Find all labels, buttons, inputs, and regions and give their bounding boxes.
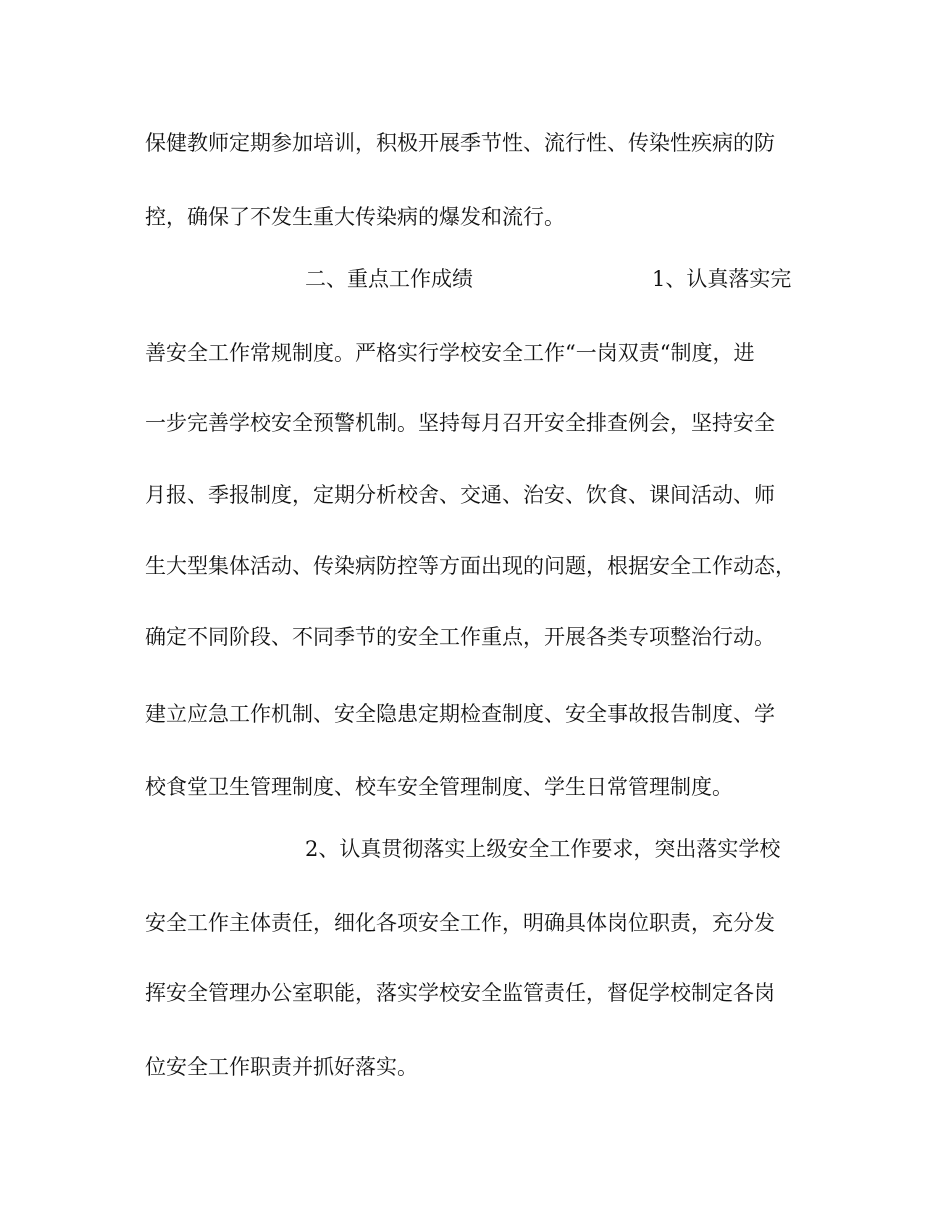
paragraph-start-line: 2、认真贯彻落实上级安全工作要求，突出落实学校 bbox=[305, 837, 781, 861]
text-line: 生大型集体活动、传染病防控等方面出现的问题，根据安全工作动态， bbox=[145, 554, 796, 578]
text-line: 一步完善学校安全预警机制。坚持每月召开安全排查例会，坚持安全 bbox=[145, 411, 775, 435]
text-line: 善安全工作常规制度。严格实行学校安全工作“一岗双责“制度，进 bbox=[145, 341, 755, 365]
text-line: 挥安全管理办公室职能，落实学校安全监管责任，督促学校制定各岗 bbox=[145, 981, 775, 1005]
section-heading: 二、重点工作成绩 bbox=[305, 267, 473, 291]
text-line: 保健教师定期参加培训，积极开展季节性、流行性、传染性疾病的防 bbox=[145, 131, 775, 155]
text-line: 位安全工作职责并抓好落实。 bbox=[145, 1055, 418, 1079]
text-line: 确定不同阶段、不同季节的安全工作重点，开展各类专项整治行动。 bbox=[145, 625, 775, 649]
text-line: 月报、季报制度，定期分析校舍、交通、治安、饮食、课间活动、师 bbox=[145, 483, 775, 507]
text-line: 建立应急工作机制、安全隐患定期检查制度、安全事故报告制度、学 bbox=[145, 702, 775, 726]
item-1-start: 1、认真落实完 bbox=[652, 267, 792, 291]
section-heading-line bbox=[305, 262, 950, 296]
text-line: 安全工作主体责任，细化各项安全工作，明确具体岗位职责，充分发 bbox=[145, 911, 775, 935]
text-line: 校食堂卫生管理制度、校车安全管理制度、学生日常管理制度。 bbox=[145, 775, 733, 799]
text-line: 控，确保了不发生重大传染病的爆发和流行。 bbox=[145, 205, 565, 229]
